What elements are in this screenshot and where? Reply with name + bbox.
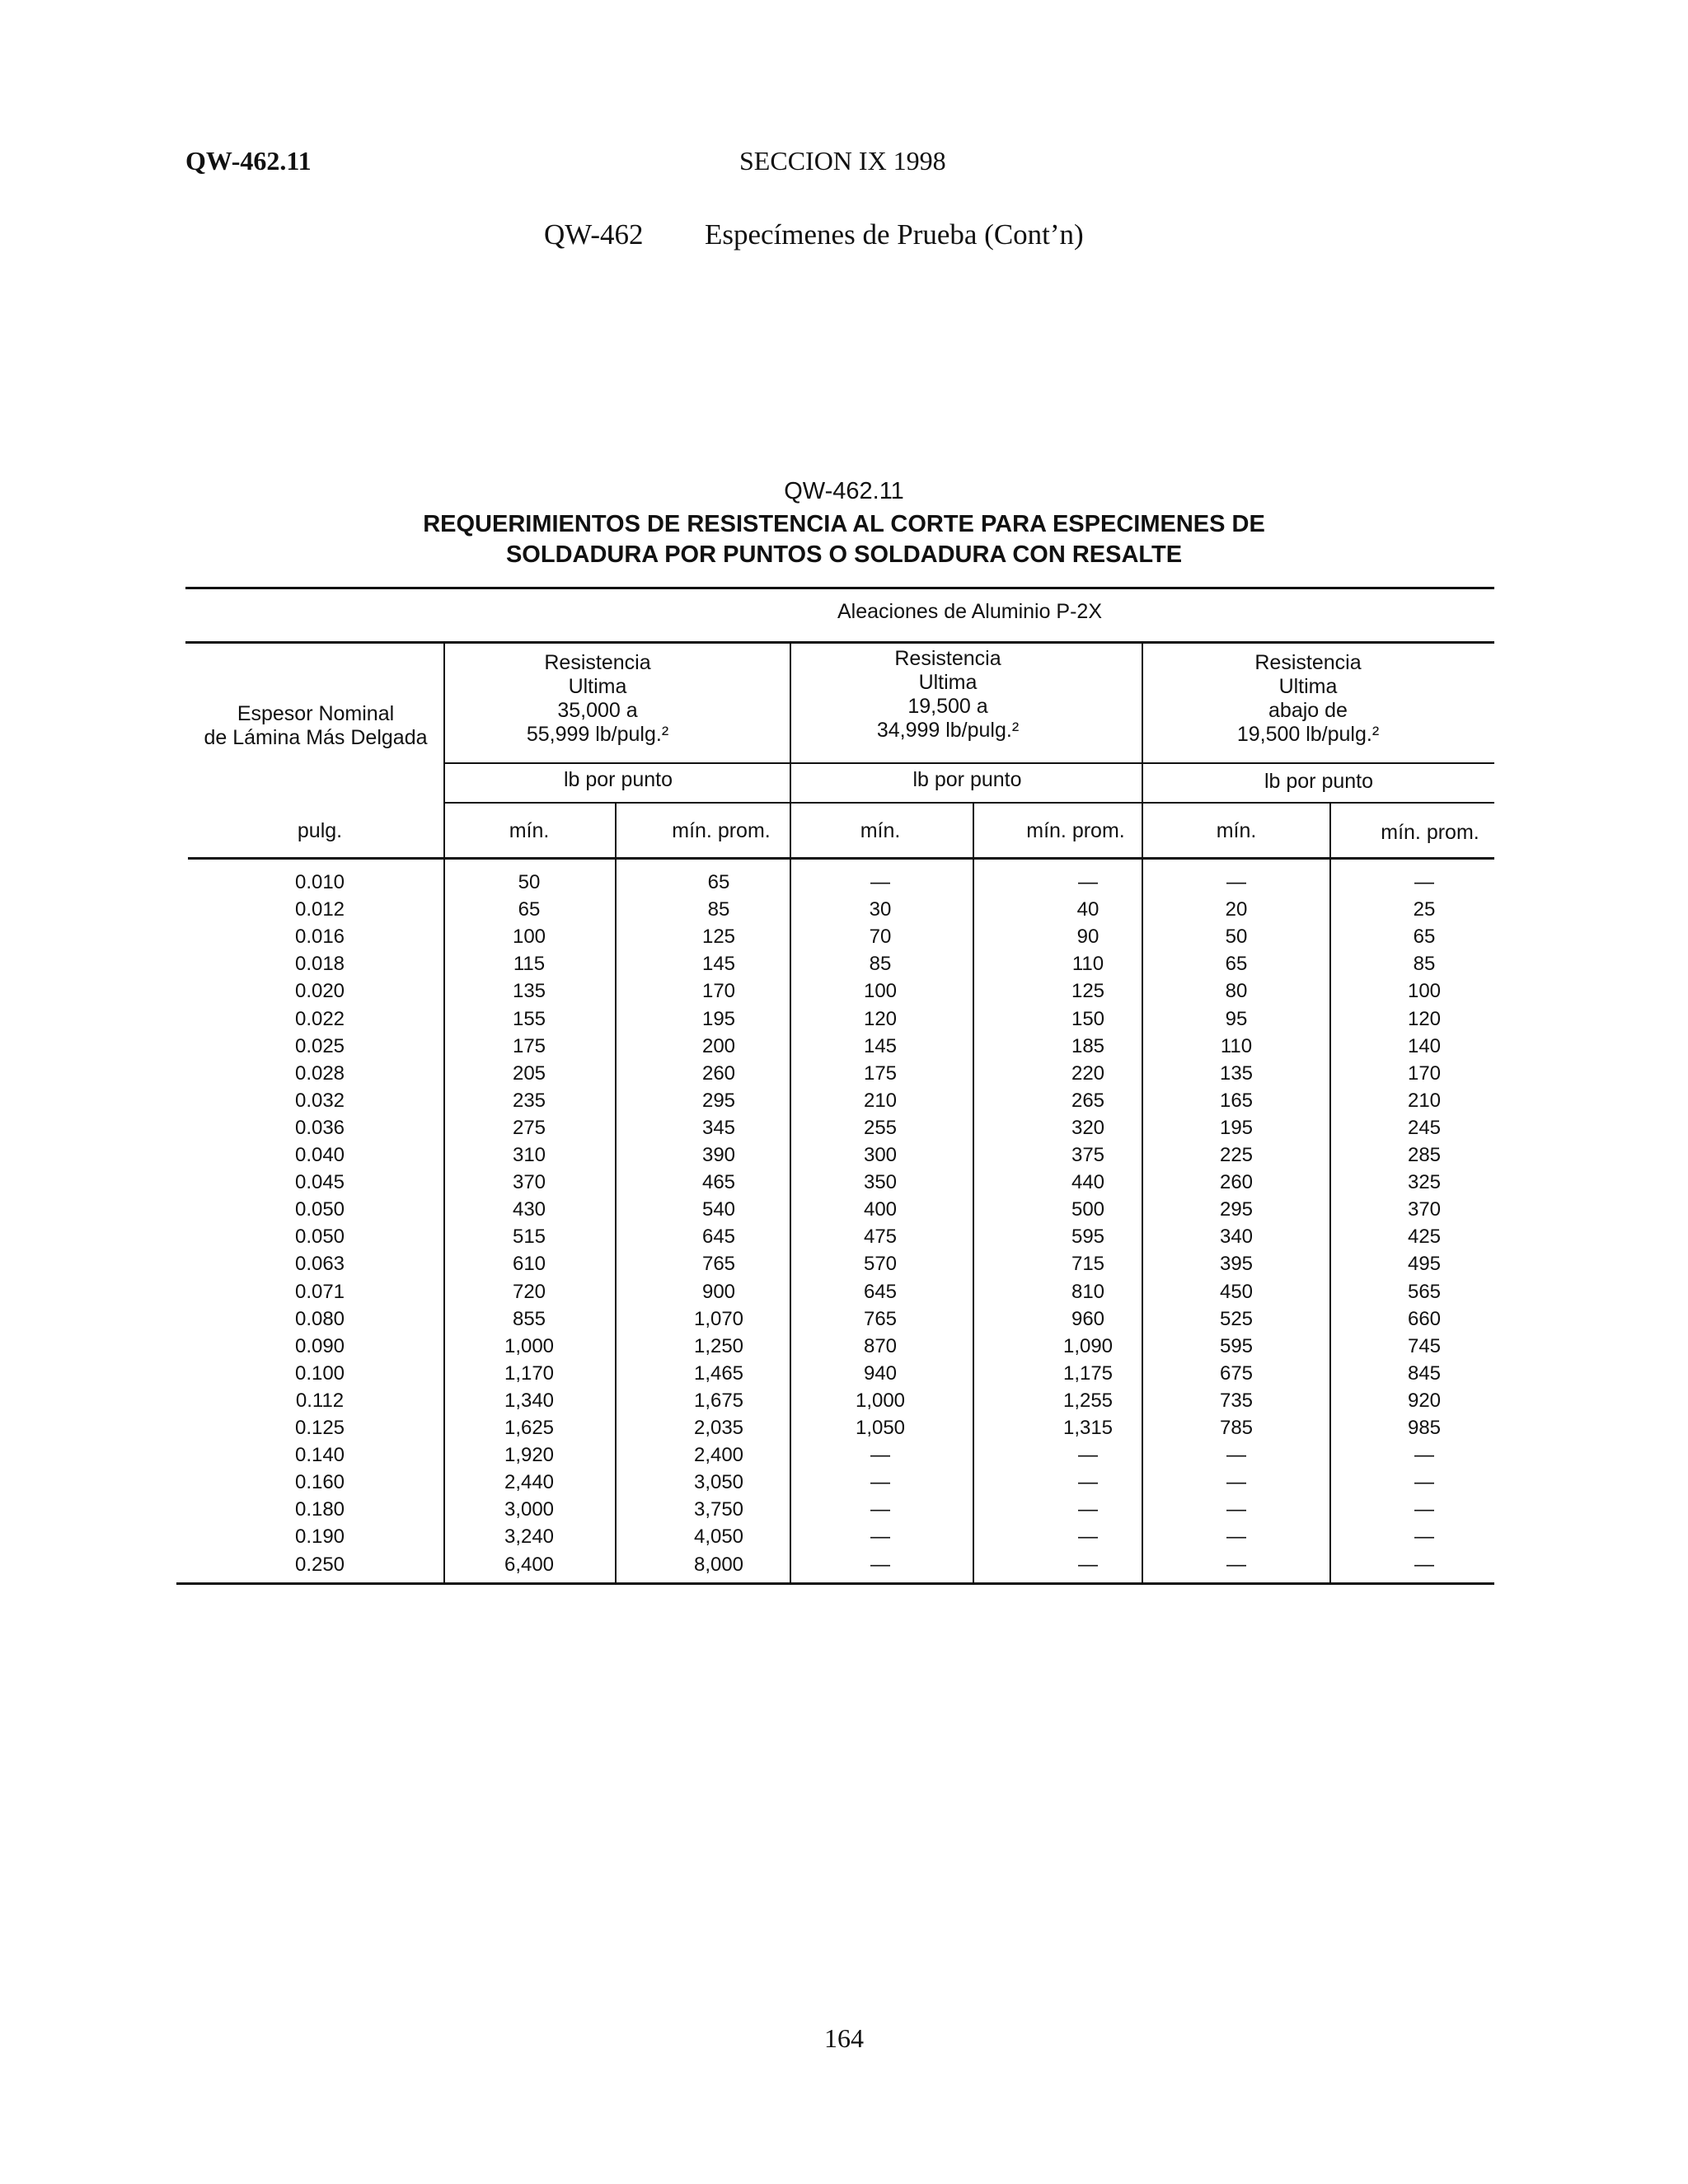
min-avg-cell: 920 (1407, 1389, 1442, 1412)
thickness-cell: 0.032 (294, 1089, 345, 1112)
min-avg-cell: — (1078, 1498, 1098, 1521)
min-cell: 370 (512, 1171, 546, 1194)
min-avg-cell: 40 (1076, 898, 1100, 921)
subheader-min: mín. (509, 819, 550, 842)
min-cell: 110 (1220, 1034, 1253, 1057)
min-cell: 940 (863, 1361, 898, 1385)
thickness-cell: 0.018 (294, 953, 345, 976)
min-cell: 145 (863, 1034, 898, 1057)
min-cell: 1,920 (504, 1444, 555, 1467)
min-cell: 400 (863, 1198, 898, 1221)
min-cell: — (1226, 1526, 1246, 1549)
min-cell: 1,000 (504, 1334, 555, 1357)
min-avg-cell: 660 (1407, 1307, 1442, 1330)
min-avg-cell: 465 (701, 1171, 736, 1194)
thickness-cell: 0.190 (294, 1526, 345, 1549)
strength-range-to: 55,999 lb/pulg.² (526, 723, 669, 746)
strength-label: Resistencia (544, 651, 651, 674)
table-title-line-1: REQUERIMIENTOS DE RESISTENCIA AL CORTE PARA ESPECIMENES DE (423, 511, 1265, 537)
min-avg-cell: — (1414, 1526, 1434, 1549)
subheader-thickness-unit: pulg. (297, 819, 343, 842)
min-avg-cell: 185 (1071, 1034, 1105, 1057)
thickness-cell: 0.250 (294, 1553, 345, 1576)
thickness-cell: 0.036 (294, 1116, 345, 1139)
min-cell: 310 (512, 1144, 546, 1166)
min-avg-cell: 260 (701, 1062, 736, 1085)
min-avg-cell: 425 (1407, 1226, 1442, 1249)
unit-rule-3 (1143, 802, 1494, 804)
min-cell: 430 (512, 1198, 546, 1221)
min-cell: 165 (1219, 1089, 1254, 1112)
strength-group-2-unit: lb por punto (912, 768, 1022, 791)
min-cell: 395 (1219, 1253, 1254, 1276)
strength-range-from: 35,000 a (557, 699, 638, 722)
thickness-cell: 0.025 (294, 1034, 345, 1057)
thickness-cell: 0.040 (294, 1144, 345, 1166)
thickness-cell: 0.100 (294, 1361, 345, 1385)
min-avg-cell: 440 (1071, 1171, 1105, 1194)
min-cell: 30 (869, 898, 892, 921)
strength-group-1-unit: lb por punto (563, 768, 673, 791)
min-cell: 80 (1225, 980, 1248, 1003)
min-avg-cell: 265 (1071, 1089, 1105, 1112)
strength-label: Resistencia (1254, 651, 1362, 674)
min-cell: 70 (869, 926, 892, 949)
strength-sublabel: Ultima (568, 675, 627, 698)
min-cell: 100 (863, 980, 898, 1003)
group-header-rule (185, 641, 1494, 644)
min-cell: 295 (1219, 1198, 1254, 1221)
thickness-header-line-2: de Lámina Más Delgada (204, 726, 428, 749)
min-avg-cell: 85 (707, 898, 730, 921)
unit-rule-2 (791, 802, 1143, 804)
strength-group-3-header (1143, 651, 1473, 747)
thickness-cell: 0.125 (294, 1417, 345, 1439)
min-cell: 1,340 (504, 1389, 555, 1412)
min-cell: — (870, 1498, 890, 1521)
min-cell: 595 (1219, 1334, 1254, 1357)
min-avg-cell: 90 (1076, 926, 1100, 949)
min-cell: 260 (1219, 1171, 1254, 1194)
min-cell: — (870, 1553, 890, 1576)
min-avg-cell: 125 (1071, 980, 1105, 1003)
min-avg-cell: 285 (1407, 1144, 1442, 1166)
min-avg-cell: 170 (1407, 1062, 1442, 1085)
subheader-min-avg: mín. prom. (1026, 819, 1125, 842)
strength-range-to: 19,500 lb/pulg.² (1236, 723, 1380, 746)
min-cell: — (1226, 1498, 1246, 1521)
min-cell: — (870, 1526, 890, 1549)
min-avg-cell: 345 (701, 1116, 736, 1139)
min-cell: 610 (512, 1253, 546, 1276)
min-cell: — (870, 871, 890, 893)
min-avg-cell: 140 (1407, 1034, 1442, 1057)
min-avg-cell: 195 (701, 1007, 736, 1030)
min-cell: — (1226, 1471, 1246, 1494)
table-bottom-rule (176, 1582, 1494, 1585)
min-avg-cell: 65 (707, 871, 730, 893)
thickness-cell: 0.080 (294, 1307, 345, 1330)
min-avg-cell: 390 (701, 1144, 736, 1166)
strength-range-from: abajo de (1268, 699, 1348, 722)
min-avg-cell: 3,750 (693, 1498, 744, 1521)
min-cell: 1,170 (504, 1361, 555, 1385)
min-cell: — (1226, 1553, 1246, 1576)
min-cell: 475 (863, 1226, 898, 1249)
min-avg-cell: — (1078, 871, 1098, 893)
min-avg-cell: 1,465 (693, 1361, 744, 1385)
column-divider (615, 802, 617, 1584)
min-cell: 350 (863, 1171, 898, 1194)
min-cell: 3,240 (504, 1526, 555, 1549)
min-avg-cell: 540 (701, 1198, 736, 1221)
min-cell: 20 (1225, 898, 1248, 921)
group-header: Aleaciones de Aluminio P-2X (837, 600, 1103, 623)
min-cell: 65 (1225, 953, 1248, 976)
column-divider (973, 802, 974, 1584)
min-cell: 870 (863, 1334, 898, 1357)
min-cell: 1,050 (855, 1417, 906, 1439)
min-cell: 645 (863, 1280, 898, 1303)
min-avg-cell: — (1414, 1444, 1434, 1467)
min-cell: 95 (1225, 1007, 1248, 1030)
strength-sublabel: Ultima (918, 671, 978, 694)
min-cell: 2,440 (504, 1471, 555, 1494)
min-cell: 735 (1219, 1389, 1254, 1412)
min-cell: 115 (513, 953, 546, 976)
thickness-header-line-1: Espesor Nominal (237, 702, 395, 725)
min-avg-cell: 985 (1407, 1417, 1442, 1439)
min-cell: 340 (1219, 1226, 1254, 1249)
min-avg-cell: — (1078, 1553, 1098, 1576)
min-cell: 210 (863, 1089, 898, 1112)
thickness-cell: 0.071 (294, 1280, 345, 1303)
column-divider (1329, 802, 1331, 1584)
min-avg-cell: 25 (1413, 898, 1436, 921)
min-cell: 195 (1219, 1116, 1254, 1139)
min-cell: 175 (863, 1062, 898, 1085)
min-avg-cell: 220 (1071, 1062, 1105, 1085)
min-avg-cell: 8,000 (693, 1553, 744, 1576)
min-cell: — (1226, 871, 1246, 893)
min-avg-cell: 100 (1407, 980, 1442, 1003)
min-avg-cell: 295 (701, 1089, 736, 1112)
min-cell: 855 (512, 1307, 546, 1330)
thickness-cell: 0.063 (294, 1253, 345, 1276)
min-cell: 135 (512, 980, 546, 1003)
min-avg-cell: 495 (1407, 1253, 1442, 1276)
min-avg-cell: 2,035 (693, 1417, 744, 1439)
min-cell: 720 (512, 1280, 546, 1303)
min-avg-cell: 565 (1407, 1280, 1442, 1303)
min-avg-cell: 125 (701, 926, 736, 949)
thickness-cell: 0.050 (294, 1226, 345, 1249)
min-avg-cell: 745 (1407, 1334, 1442, 1357)
min-avg-cell: 1,315 (1062, 1417, 1114, 1439)
min-avg-cell: 320 (1071, 1116, 1105, 1139)
min-cell: 6,400 (504, 1553, 555, 1576)
min-avg-cell: 170 (701, 980, 736, 1003)
min-cell: 450 (1219, 1280, 1254, 1303)
min-avg-cell: 375 (1071, 1144, 1105, 1166)
min-avg-cell: 3,050 (693, 1471, 744, 1494)
min-avg-cell: 2,400 (693, 1444, 744, 1467)
min-avg-cell: — (1078, 1526, 1098, 1549)
min-cell: 1,000 (855, 1389, 906, 1412)
min-avg-cell: 200 (701, 1034, 736, 1057)
thickness-header (188, 702, 443, 750)
min-avg-cell: 245 (1407, 1116, 1442, 1139)
min-avg-cell: 810 (1071, 1280, 1105, 1303)
thickness-cell: 0.140 (294, 1444, 345, 1467)
table-title-line-2: SOLDADURA POR PUNTOS O SOLDADURA CON RESALTE (505, 541, 1183, 568)
min-cell: 155 (512, 1007, 546, 1030)
subheader-min-avg: mín. prom. (1381, 821, 1479, 844)
section-reference: QW-462.11 (185, 146, 312, 176)
min-avg-cell: 370 (1407, 1198, 1442, 1221)
min-avg-cell: 85 (1413, 953, 1436, 976)
min-cell: 675 (1219, 1361, 1254, 1385)
min-avg-cell: 645 (701, 1226, 736, 1249)
strength-range-to: 34,999 lb/pulg.² (876, 719, 1020, 742)
article-code: QW-462 (544, 218, 644, 251)
min-avg-cell: 715 (1071, 1253, 1105, 1276)
thickness-cell: 0.180 (294, 1498, 345, 1521)
min-cell: 1,625 (504, 1417, 555, 1439)
thickness-cell: 0.160 (294, 1471, 345, 1494)
table-top-rule (185, 587, 1494, 589)
min-cell: 570 (863, 1253, 898, 1276)
min-cell: — (870, 1444, 890, 1467)
min-avg-cell: — (1078, 1444, 1098, 1467)
min-avg-cell: 900 (701, 1280, 736, 1303)
thickness-cell: 0.090 (294, 1334, 345, 1357)
min-avg-cell: 1,175 (1062, 1361, 1114, 1385)
min-avg-cell: 150 (1071, 1007, 1105, 1030)
subheader-min: mín. (1216, 819, 1257, 842)
min-cell: — (870, 1471, 890, 1494)
article-title: Especímenes de Prueba (Cont’n) (705, 218, 1084, 251)
table-code: QW-462.11 (784, 478, 904, 504)
thickness-cell: 0.022 (294, 1007, 345, 1030)
min-cell: 275 (512, 1116, 546, 1139)
min-cell: 120 (863, 1007, 898, 1030)
min-avg-cell: — (1414, 1471, 1434, 1494)
min-avg-cell: — (1414, 1553, 1434, 1576)
min-avg-cell: 65 (1413, 926, 1436, 949)
thickness-cell: 0.020 (294, 980, 345, 1003)
min-cell: 515 (512, 1226, 546, 1249)
min-cell: 225 (1219, 1144, 1254, 1166)
min-avg-cell: 595 (1071, 1226, 1105, 1249)
min-avg-cell: 4,050 (693, 1526, 744, 1549)
min-avg-cell: 1,255 (1062, 1389, 1114, 1412)
thickness-cell: 0.012 (294, 898, 345, 921)
strength-label: Resistencia (894, 647, 1001, 670)
subheader-min-avg: mín. prom. (672, 819, 771, 842)
min-avg-cell: 845 (1407, 1361, 1442, 1385)
min-cell: 235 (512, 1089, 546, 1112)
min-avg-cell: 500 (1071, 1198, 1105, 1221)
min-avg-cell: — (1078, 1471, 1098, 1494)
subheader-min: mín. (860, 819, 901, 842)
min-cell: 3,000 (504, 1498, 555, 1521)
min-avg-cell: 210 (1407, 1089, 1442, 1112)
min-avg-cell: 1,250 (693, 1334, 744, 1357)
thickness-cell: 0.050 (294, 1198, 345, 1221)
min-cell: 785 (1219, 1417, 1254, 1439)
min-cell: 85 (869, 953, 892, 976)
min-cell: 765 (863, 1307, 898, 1330)
min-cell: 100 (512, 926, 546, 949)
min-avg-cell: — (1414, 1498, 1434, 1521)
min-avg-cell: 960 (1071, 1307, 1105, 1330)
strength-group-2-header (791, 647, 1104, 743)
min-cell: 135 (1219, 1062, 1254, 1085)
strength-group-1-header (445, 651, 750, 747)
min-cell: 65 (518, 898, 541, 921)
min-avg-cell: 1,070 (693, 1307, 744, 1330)
page-number: 164 (824, 2023, 864, 2053)
section-title: SECCION IX 1998 (739, 146, 946, 176)
thickness-cell: 0.112 (295, 1389, 345, 1412)
min-avg-cell: 1,675 (693, 1389, 744, 1412)
min-avg-cell: 145 (701, 953, 736, 976)
thickness-cell: 0.010 (294, 871, 345, 893)
strength-group-3-unit: lb por punto (1264, 770, 1374, 793)
min-cell: 50 (1225, 926, 1248, 949)
min-avg-cell: 1,090 (1062, 1334, 1114, 1357)
thickness-cell: 0.045 (294, 1171, 345, 1194)
strength-header-rule (445, 762, 1494, 764)
min-avg-cell: 765 (701, 1253, 736, 1276)
min-cell: 175 (512, 1034, 546, 1057)
min-cell: 255 (863, 1116, 898, 1139)
min-cell: 525 (1219, 1307, 1254, 1330)
unit-rule-1 (445, 802, 791, 804)
min-avg-cell: 120 (1407, 1007, 1442, 1030)
strength-sublabel: Ultima (1278, 675, 1338, 698)
strength-range-from: 19,500 a (907, 695, 988, 718)
min-avg-cell: 110 (1071, 953, 1104, 976)
min-cell: 300 (863, 1144, 898, 1166)
thickness-cell: 0.028 (294, 1062, 345, 1085)
min-avg-cell: — (1414, 871, 1434, 893)
min-cell: 50 (518, 871, 541, 893)
subheader-rule (188, 857, 1494, 860)
min-cell: 205 (512, 1062, 546, 1085)
min-cell: — (1226, 1444, 1246, 1467)
thickness-cell: 0.016 (294, 926, 345, 949)
min-avg-cell: 325 (1407, 1171, 1442, 1194)
